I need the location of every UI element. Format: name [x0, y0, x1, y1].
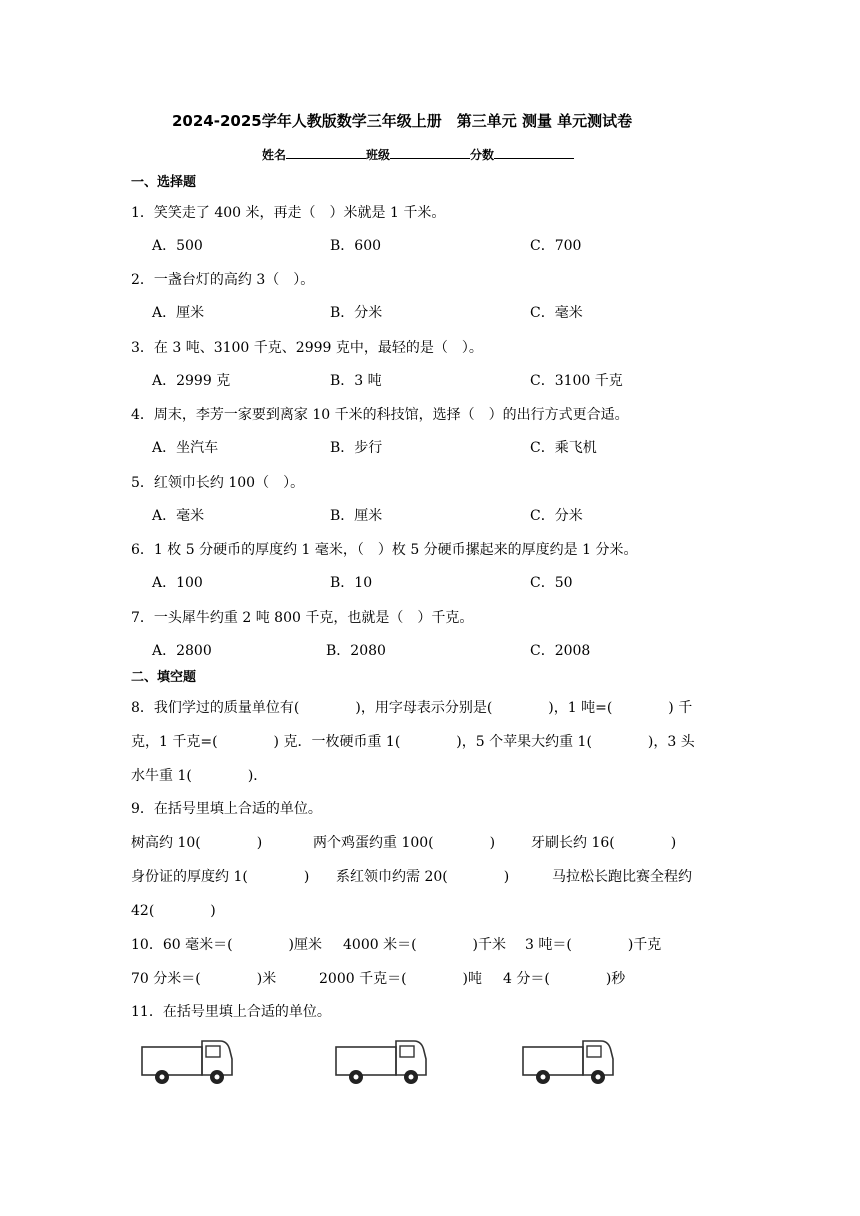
fill-item: 身份证的厚度约 1( )	[131, 869, 310, 885]
class-blank	[390, 146, 470, 159]
conversion-item: 2000 千克＝( )吨	[319, 971, 483, 987]
truck-icon	[334, 1037, 432, 1087]
conversion-item: 3 吨＝( )千克	[525, 937, 662, 953]
score-blank	[494, 146, 574, 159]
question-stem: 1．笑笑走了 400 米，再走（ ）米就是 1 千米。	[131, 205, 446, 221]
question-stem: 5．红领巾长约 100（ ）。	[131, 475, 305, 491]
fill-item: 牙刷长约 16( )	[531, 835, 677, 851]
name-label: 姓名	[262, 148, 287, 162]
option-c: C．50	[530, 575, 573, 591]
option-a: A．厘米	[152, 305, 205, 321]
question-stem: 6．1 枚 5 分硬币的厚度约 1 毫米，（ ）枚 5 分硬币摞起来的厚度约是 1 分米。	[131, 542, 638, 558]
option-b: B．厘米	[330, 508, 383, 524]
fill-item: 马拉松长跑比赛全程约	[552, 869, 692, 885]
section-heading: 二、填空题	[131, 670, 197, 685]
option-c: C．乘飞机	[530, 440, 597, 456]
name-blank	[286, 146, 366, 159]
option-c: C．3100 千克	[530, 373, 623, 389]
question-8-line-1: 8．我们学过的质量单位有( )，用字母表示分别是( )，1 吨=( ) 千	[131, 700, 693, 716]
fill-item: 树高约 10( )	[131, 835, 263, 851]
question-stem: 4．周末，李芳一家要到离家 10 千米的科技馆，选择（ ）的出行方式更合适。	[131, 407, 629, 423]
truck-icon	[521, 1037, 619, 1087]
option-b: B．600	[330, 238, 382, 254]
fill-item: 两个鸡蛋约重 100( )	[313, 835, 496, 851]
question-8-line-2: 克，1 千克=( ) 克．一枚硬币重 1( )，5 个苹果大约重 1( )，3 头	[131, 734, 695, 750]
option-a: A．坐汽车	[152, 440, 219, 456]
section-heading: 一、选择题	[131, 175, 197, 190]
score-label: 分数	[470, 148, 495, 162]
option-a: A．500	[152, 238, 203, 254]
option-c: C．毫米	[530, 305, 583, 321]
option-b: B．2080	[326, 643, 386, 659]
option-b: B．分米	[330, 305, 383, 321]
option-b: B．3 吨	[330, 373, 382, 389]
option-a: A．2999 克	[152, 373, 231, 389]
question-stem: 11．在括号里填上合适的单位。	[131, 1004, 331, 1020]
student-info	[262, 146, 574, 164]
option-c: C．700	[530, 238, 582, 254]
class-label: 班级	[366, 148, 391, 162]
option-a: A．2800	[152, 643, 212, 659]
question-stem: 9．在括号里填上合适的单位。	[131, 801, 322, 817]
conversion-item: 10．60 毫米＝( )厘米	[131, 937, 323, 953]
question-stem: 7．一头犀牛约重 2 吨 800 千克，也就是（ ）千克。	[131, 610, 474, 626]
conversion-item: 70 分米＝( )米	[131, 971, 277, 987]
conversion-item: 4000 米＝( )千米	[343, 937, 507, 953]
fill-item: 42( )	[131, 903, 216, 919]
question-8-line-3: 水牛重 1( )．	[131, 768, 268, 784]
conversion-item: 4 分＝( )秒	[503, 971, 626, 987]
option-c: C．分米	[530, 508, 583, 524]
question-stem: 3．在 3 吨、3100 千克、2999 克中，最轻的是（ ）。	[131, 340, 483, 356]
option-a: A．100	[152, 575, 203, 591]
page-title: 2024-2025学年人教版数学三年级上册 第三单元 测量 单元测试卷	[172, 112, 633, 130]
fill-item: 系红领巾约需 20( )	[336, 869, 510, 885]
option-b: B．10	[330, 575, 373, 591]
option-c: C．2008	[530, 643, 591, 659]
truck-icon	[140, 1037, 238, 1087]
option-b: B．步行	[330, 440, 383, 456]
question-stem: 2．一盏台灯的高约 3（ ）。	[131, 272, 315, 288]
option-a: A．毫米	[152, 508, 205, 524]
